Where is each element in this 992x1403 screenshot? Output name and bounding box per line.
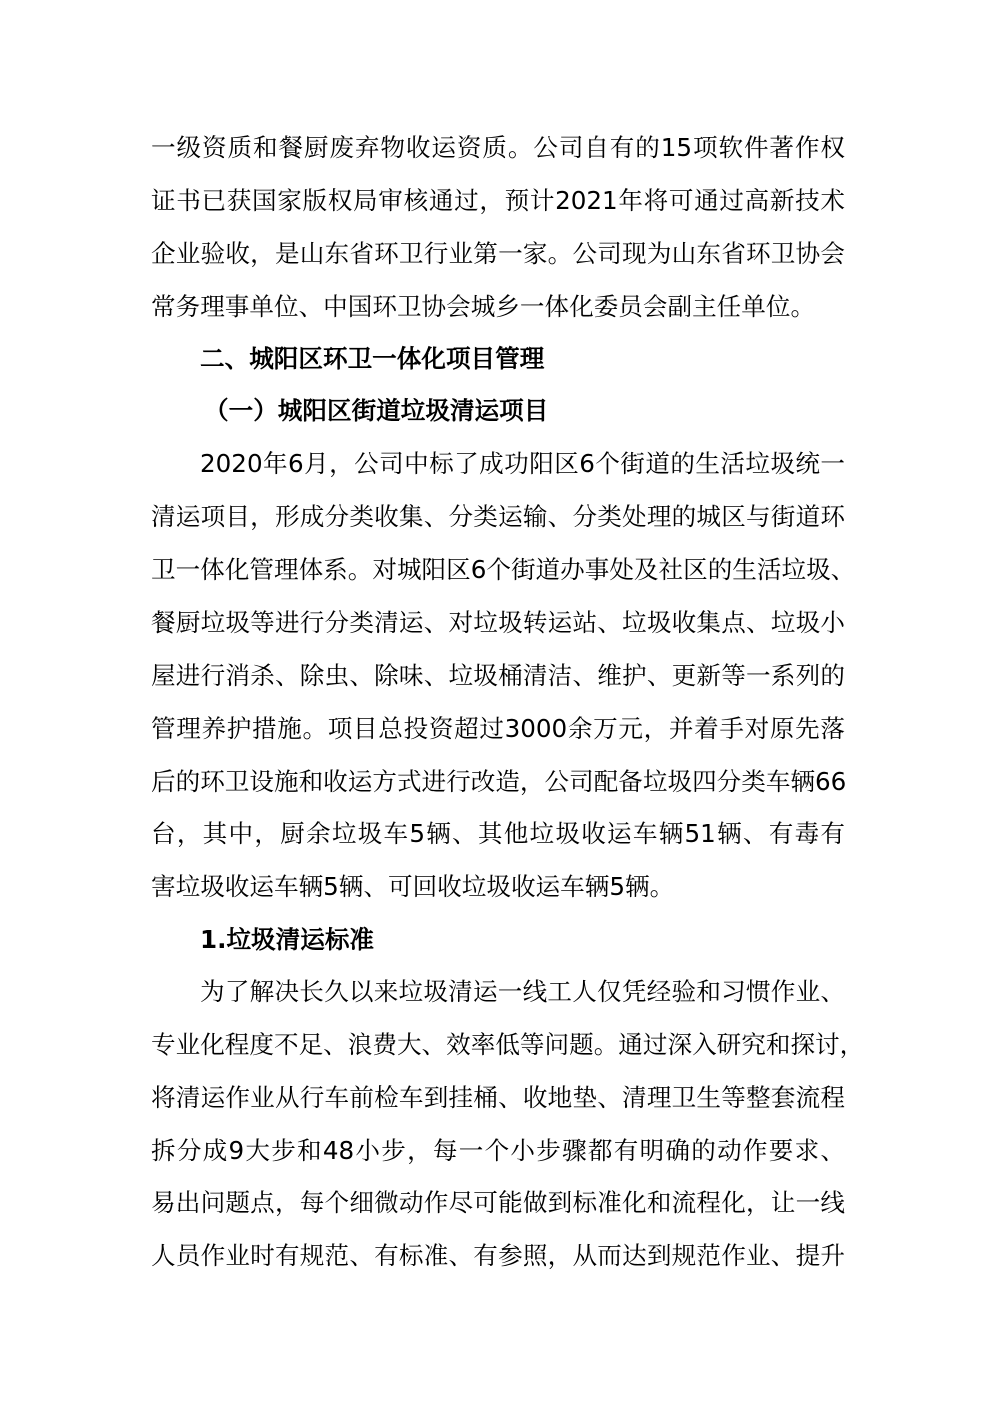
paragraph-1-line-3: 企业验收，是山东省环卫行业第一家。公司现为山东省环卫协会	[151, 239, 845, 268]
paragraph-2-line-1: 2020年6月，公司中标了成功阳区6个街道的生活垃圾统一	[200, 449, 845, 478]
subsection-heading: （一）城阳区街道垃圾清运项目	[204, 396, 549, 425]
paragraph-2-line-7: 后的环卫设施和收运方式进行改造，公司配备垃圾四分类车辆66	[151, 767, 847, 796]
paragraph-3-line-4: 拆分成9大步和48小步，每一个小步骤都有明确的动作要求、	[151, 1136, 845, 1165]
paragraph-2-line-6: 管理养护措施。项目总投资超过3000余万元，并着手对原先落	[151, 714, 845, 743]
paragraph-2-line-5: 屋进行消杀、除虫、除味、垃圾桶清洁、维护、更新等一系列的	[151, 661, 845, 690]
paragraph-3-line-5: 易出问题点，每个细微动作尽可能做到标准化和流程化，让一线	[151, 1188, 845, 1217]
paragraph-3-line-1: 为了解决长久以来垃圾清运一线工人仅凭经验和习惯作业、	[200, 977, 845, 1006]
paragraph-2-line-4: 餐厨垃圾等进行分类清运、对垃圾转运站、垃圾收集点、垃圾小	[151, 608, 845, 637]
paragraph-2-line-8: 台，其中，厨余垃圾车5辆、其他垃圾收运车辆51辆、有毒有	[151, 819, 845, 848]
paragraph-2-line-3: 卫一体化管理体系。对城阳区6个街道办事处及社区的生活垃圾、	[151, 555, 856, 584]
paragraph-2-line-9: 害垃圾收运车辆5辆、可回收垃圾收运车辆5辆。	[151, 872, 675, 901]
paragraph-1-line-1: 一级资质和餐厨废弃物收运资质。公司自有的15项软件著作权	[151, 133, 845, 162]
paragraph-1-line-2: 证书已获国家版权局审核通过，预计2021年将可通过高新技术	[151, 186, 845, 215]
paragraph-3-line-6: 人员作业时有规范、有标准、有参照，从而达到规范作业、提升	[151, 1241, 845, 1270]
item-heading: 1.垃圾清运标准	[200, 925, 375, 954]
paragraph-3-line-3: 将清运作业从行车前检车到挂桶、收地垫、清理卫生等整套流程	[151, 1083, 845, 1112]
paragraph-3-line-2: 专业化程度不足、浪费大、效率低等问题。通过深入研究和探讨，	[151, 1030, 865, 1059]
paragraph-2-line-2: 清运项目，形成分类收集、分类运输、分类处理的城区与街道环	[151, 502, 845, 531]
section-heading: 二、城阳区环卫一体化项目管理	[200, 344, 545, 373]
paragraph-1-line-4: 常务理事单位、中国环卫协会城乡一体化委员会副主任单位。	[151, 292, 816, 321]
